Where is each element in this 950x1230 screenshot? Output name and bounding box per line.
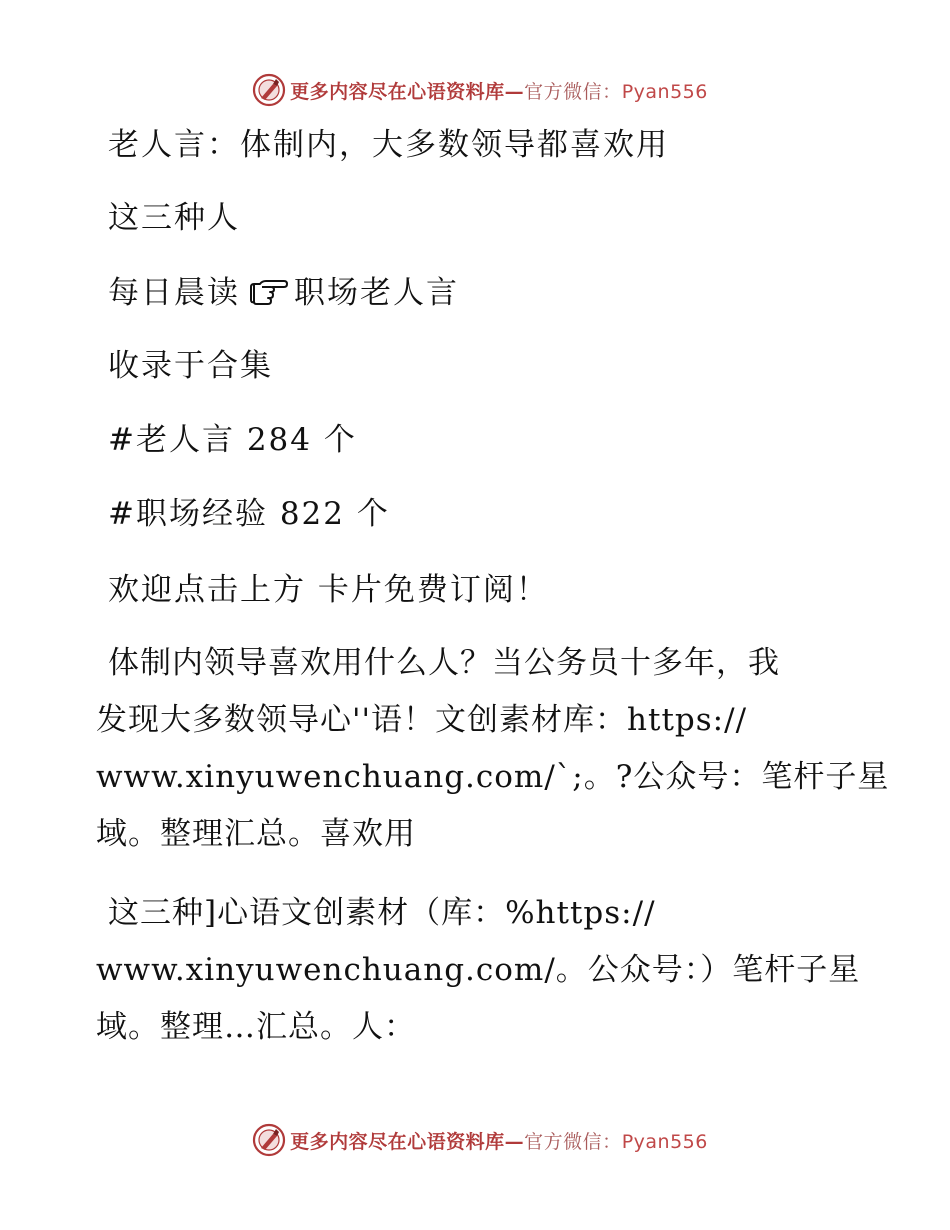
series-line	[108, 275, 459, 311]
footer-banner-wechat-label: 官方微信：	[524, 1130, 622, 1153]
footer-banner	[0, 1120, 950, 1160]
tag-old-sayings[interactable]: #老人言 284 个	[108, 422, 357, 458]
article-title-line-1: 老人言：体制内，大多数领导都喜欢用	[108, 127, 669, 163]
paragraph-1-line: www.xinyuwenchuang.com/`;。?公众号：笔杆子星	[96, 759, 890, 795]
paragraph-1-line: 发现大多数领导心''语！文创素材库：https://	[96, 702, 748, 738]
footer-banner-content	[252, 1123, 708, 1157]
header-banner-wechat-id: Pyan556	[621, 80, 708, 103]
footer-banner-text	[290, 1127, 708, 1154]
series-prefix: 每日晨读	[108, 275, 240, 311]
footer-banner-title: 更多内容尽在心语资料库—	[290, 1130, 525, 1153]
paragraph-1	[96, 645, 890, 876]
paragraph-2-line: 这三种]心语文创素材（库：%https://	[108, 895, 656, 931]
paragraph-1-line: 域。整理汇总。喜欢用	[96, 816, 416, 852]
article-title-line-2: 这三种人	[108, 200, 240, 236]
header-banner-content	[252, 73, 708, 107]
header-banner-title: 更多内容尽在心语资料库—	[290, 80, 525, 103]
paragraph-2	[96, 895, 876, 1069]
collection-label: 收录于合集	[108, 348, 273, 384]
header-banner-wechat-label: 官方微信：	[524, 80, 622, 103]
pointing-hand-icon	[248, 278, 288, 306]
paragraph-1-line: 体制内领导喜欢用什么人？当公务员十多年，我	[108, 645, 780, 681]
series-name: 职场老人言	[294, 275, 459, 311]
footer-banner-wechat-id: Pyan556	[621, 1130, 708, 1153]
paragraph-2-line: www.xinyuwenchuang.com/。公众号：）笔杆子星	[96, 952, 861, 988]
tag-workplace-experience[interactable]: #职场经验 822 个	[108, 496, 390, 532]
header-banner	[0, 70, 950, 110]
pen-logo-icon	[252, 73, 286, 107]
subscribe-prompt: 欢迎点击上方 卡片免费订阅！	[108, 572, 549, 608]
pen-logo-icon	[252, 1123, 286, 1157]
header-banner-text	[290, 77, 708, 104]
paragraph-2-line: 域。整理…汇总。人：	[96, 1009, 416, 1045]
